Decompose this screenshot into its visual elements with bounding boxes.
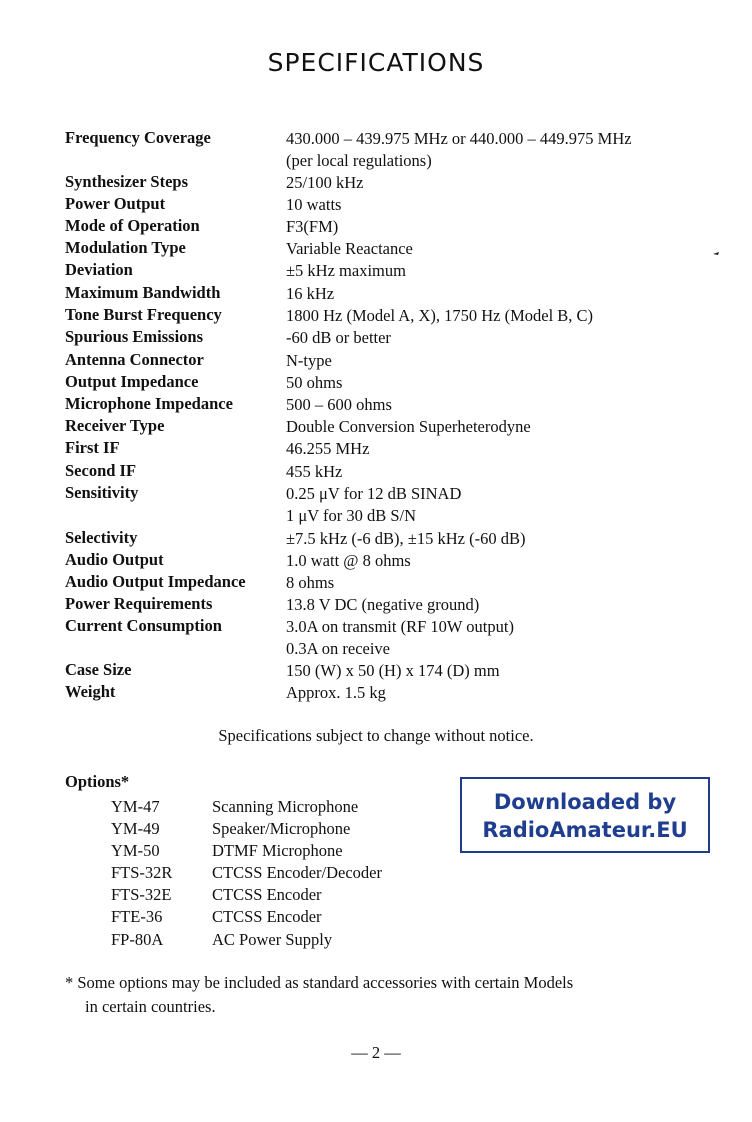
spec-value-line: 455 kHz xyxy=(286,462,343,481)
spec-value xyxy=(286,172,363,194)
option-desc: CTCSS Encoder xyxy=(212,907,322,926)
spec-value xyxy=(286,550,411,572)
footnote-line-2: in certain countries. xyxy=(85,997,216,1016)
spec-label: Deviation xyxy=(65,260,133,279)
option-desc: Speaker/Microphone xyxy=(212,819,351,838)
footnote-line-1: * Some options may be included as standard accessories with certain Models xyxy=(65,973,574,992)
spec-label: Weight xyxy=(65,682,116,701)
spec-value-line: 16 kHz xyxy=(286,284,335,303)
option-desc: CTCSS Encoder/Decoder xyxy=(212,863,383,882)
option-code: YM-50 xyxy=(111,841,160,860)
spec-value xyxy=(286,483,461,527)
spec-value-line: 8 ohms xyxy=(286,573,335,592)
spec-label: Mode of Operation xyxy=(65,216,200,235)
spec-value-line: -60 dB or better xyxy=(286,328,391,347)
spec-value xyxy=(286,260,406,282)
spec-value-line: 500 – 600 ohms xyxy=(286,395,392,414)
spec-value-line: ±7.5 kHz (-6 dB), ±15 kHz (-60 dB) xyxy=(286,529,526,548)
spec-value xyxy=(286,461,342,483)
spec-label: Output Impedance xyxy=(65,372,199,391)
spec-value xyxy=(286,216,338,238)
spec-value-line: 25/100 kHz xyxy=(286,173,364,192)
spec-value-line: ±5 kHz maximum xyxy=(286,261,406,280)
spec-value xyxy=(286,528,525,550)
spec-label: Frequency Coverage xyxy=(65,128,211,147)
spec-label: Modulation Type xyxy=(65,238,186,257)
spec-label: Microphone Impedance xyxy=(65,394,233,413)
spec-value xyxy=(286,416,531,438)
spec-value-line: 0.3A on receive xyxy=(286,639,391,658)
option-code: FTE-36 xyxy=(111,907,163,926)
spec-value-line: 46.255 MHz xyxy=(286,439,370,458)
spec-value xyxy=(286,128,632,172)
spec-value-line: 3.0A on transmit (RF 10W output) xyxy=(286,617,514,636)
option-desc: DTMF Microphone xyxy=(212,841,343,860)
badge-line-2: RadioAmateur.EU xyxy=(482,818,688,842)
spec-value-line: 150 (W) x 50 (H) x 174 (D) mm xyxy=(286,661,500,680)
spec-value xyxy=(286,372,342,394)
spec-label: Maximum Bandwidth xyxy=(65,283,221,302)
spec-value-line: 13.8 V DC (negative ground) xyxy=(286,595,480,614)
spec-value-line: Approx. 1.5 kg xyxy=(286,683,386,702)
spec-label: First IF xyxy=(65,438,120,457)
spec-value-line: 0.25 μV for 12 dB SINAD xyxy=(286,484,462,503)
spec-label: Second IF xyxy=(65,461,137,480)
spec-value-line: 1800 Hz (Model A, X), 1750 Hz (Model B, C) xyxy=(286,306,594,325)
spec-value xyxy=(286,616,514,660)
spec-value xyxy=(286,682,386,704)
spec-label: Spurious Emissions xyxy=(65,327,204,346)
spec-label: Case Size xyxy=(65,660,132,679)
spec-value xyxy=(286,350,332,372)
spec-value-line: 430.000 – 439.975 MHz or 440.000 – 449.975 MHz xyxy=(286,129,632,148)
option-code: YM-49 xyxy=(111,819,160,838)
spec-value-line: 10 watts xyxy=(286,195,342,214)
spec-value xyxy=(286,305,593,327)
spec-value xyxy=(286,238,413,260)
spec-value-line: (per local regulations) xyxy=(286,151,432,170)
spec-value xyxy=(286,572,334,594)
spec-value xyxy=(286,438,369,460)
option-code: FTS-32R xyxy=(111,863,173,882)
badge-line-1: Downloaded by xyxy=(493,790,677,814)
spec-label: Audio Output xyxy=(65,550,164,569)
options-heading: Options* xyxy=(65,772,130,791)
spec-label: Receiver Type xyxy=(65,416,165,435)
spec-value-line: Double Conversion Superheterodyne xyxy=(286,417,531,436)
option-code: YM-47 xyxy=(111,797,160,816)
change-notice: Specifications subject to change without notice. xyxy=(218,726,534,745)
spec-value-line: N-type xyxy=(286,351,332,370)
option-desc: Scanning Microphone xyxy=(212,797,359,816)
spec-label: Sensitivity xyxy=(65,483,139,502)
spec-label: Tone Burst Frequency xyxy=(65,305,222,324)
spec-label: Audio Output Impedance xyxy=(65,572,246,591)
spec-value-line: 1 μV for 30 dB S/N xyxy=(286,506,417,525)
scan-mark-icon xyxy=(713,252,719,255)
download-watermark-badge xyxy=(460,777,710,853)
spec-value xyxy=(286,594,479,616)
spec-value-line: Variable Reactance xyxy=(286,239,413,258)
option-desc: AC Power Supply xyxy=(212,930,333,949)
option-desc: CTCSS Encoder xyxy=(212,885,322,904)
options-footnote xyxy=(65,971,573,1019)
spec-value xyxy=(286,660,500,682)
spec-value xyxy=(286,283,334,305)
option-code: FP-80A xyxy=(111,930,164,949)
spec-label: Power Requirements xyxy=(65,594,213,613)
spec-value-line: F3(FM) xyxy=(286,217,339,236)
option-code: FTS-32E xyxy=(111,885,172,904)
spec-label: Current Consumption xyxy=(65,616,222,635)
spec-value-line: 50 ohms xyxy=(286,373,343,392)
spec-value-line: 1.0 watt @ 8 ohms xyxy=(286,551,411,570)
page-number: — 2 — xyxy=(351,1043,401,1062)
spec-value xyxy=(286,394,392,416)
spec-value xyxy=(286,327,391,349)
spec-label: Power Output xyxy=(65,194,166,213)
spec-label: Selectivity xyxy=(65,528,138,547)
page-title: SPECIFICATIONS xyxy=(267,48,485,77)
spec-label: Synthesizer Steps xyxy=(65,172,188,191)
spec-value xyxy=(286,194,341,216)
spec-label: Antenna Connector xyxy=(65,350,204,369)
